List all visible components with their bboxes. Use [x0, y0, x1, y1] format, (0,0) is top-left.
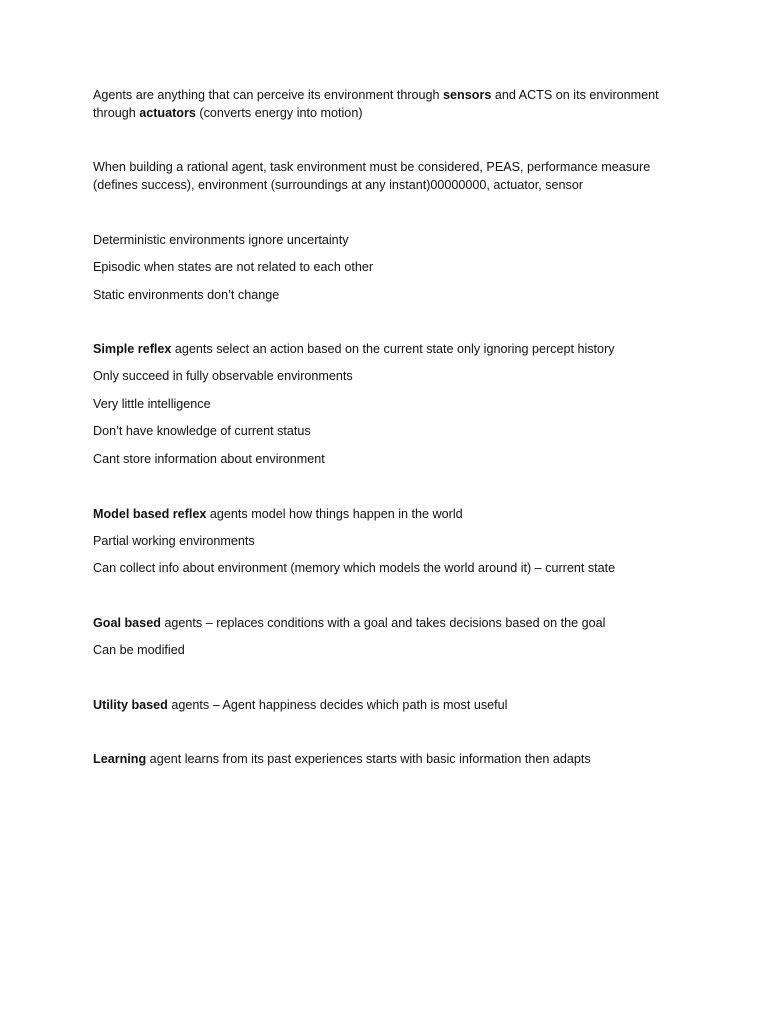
bold-term-actuators: actuators: [139, 106, 196, 120]
paragraph-text: agents select an action based on the current state only ignoring percept history: [171, 342, 615, 356]
paragraph-text: Only succeed in fully observable environments: [93, 369, 353, 383]
bold-term-learning: Learning: [93, 752, 147, 766]
paragraph-text: Static environments don’t change: [93, 288, 280, 302]
paragraph-text: Very little intelligence: [93, 397, 211, 411]
paragraph-static: [93, 286, 693, 304]
bold-term-simple-reflex: Simple reflex: [93, 342, 172, 356]
paragraph-text: agents – Agent happiness decides which path is most useful: [167, 698, 508, 712]
paragraph-text: and ACTS on its environment through: [93, 88, 659, 120]
paragraph-text: Partial working environments: [93, 534, 255, 548]
paragraph-no-knowledge: [93, 422, 693, 440]
paragraph-text: agents – replaces conditions with a goal and takes decisions based on the goal: [160, 616, 606, 630]
paragraph-episodic: [93, 258, 693, 276]
paragraph-can-be-modified: [93, 641, 693, 659]
paragraph-text: Agents are anything that can perceive its environment through: [93, 88, 444, 102]
paragraph-little-intelligence: [93, 395, 693, 413]
paragraph-text: agent learns from its past experiences starts with basic information then adapts: [146, 752, 591, 766]
paragraph-model-based-reflex: [93, 505, 693, 523]
paragraph-text: Don’t have knowledge of current status: [93, 424, 311, 438]
paragraph-text: When building a rational agent, task environment must be considered, PEAS, performance measure (defines success), environment (surroundings at any instant)00000000, actuator, sensor: [93, 160, 651, 192]
paragraph-text: Deterministic environments ignore uncertainty: [93, 233, 349, 247]
paragraph-learning-agent: [93, 750, 693, 768]
paragraph-deterministic: [93, 231, 693, 249]
paragraph-fully-observable: [93, 367, 693, 385]
paragraph-cant-store: [93, 450, 693, 468]
paragraph-text: Can be modified: [93, 643, 185, 657]
paragraph-text: Cant store information about environment: [93, 452, 325, 466]
paragraph-goal-based: [93, 614, 693, 632]
bold-term-goal-based: Goal based: [93, 616, 161, 630]
paragraph-simple-reflex: [93, 340, 693, 358]
paragraph-text: Episodic when states are not related to each other: [93, 260, 374, 274]
paragraph-text: agents model how things happen in the world: [206, 507, 463, 521]
paragraph-partial-working: [93, 532, 693, 550]
bold-term-sensors: sensors: [443, 88, 492, 102]
paragraph-text: Can collect info about environment (memory which models the world around it) – current state: [93, 561, 616, 575]
paragraph-collect-info: [93, 559, 693, 577]
paragraph-rational-agent: [93, 158, 693, 194]
paragraph-agents-definition: [93, 86, 693, 122]
bold-term-model-based-reflex: Model based reflex: [93, 507, 207, 521]
bold-term-utility-based: Utility based: [93, 698, 168, 712]
paragraph-text: (converts energy into motion): [195, 106, 363, 120]
paragraph-utility-based: [93, 696, 693, 714]
